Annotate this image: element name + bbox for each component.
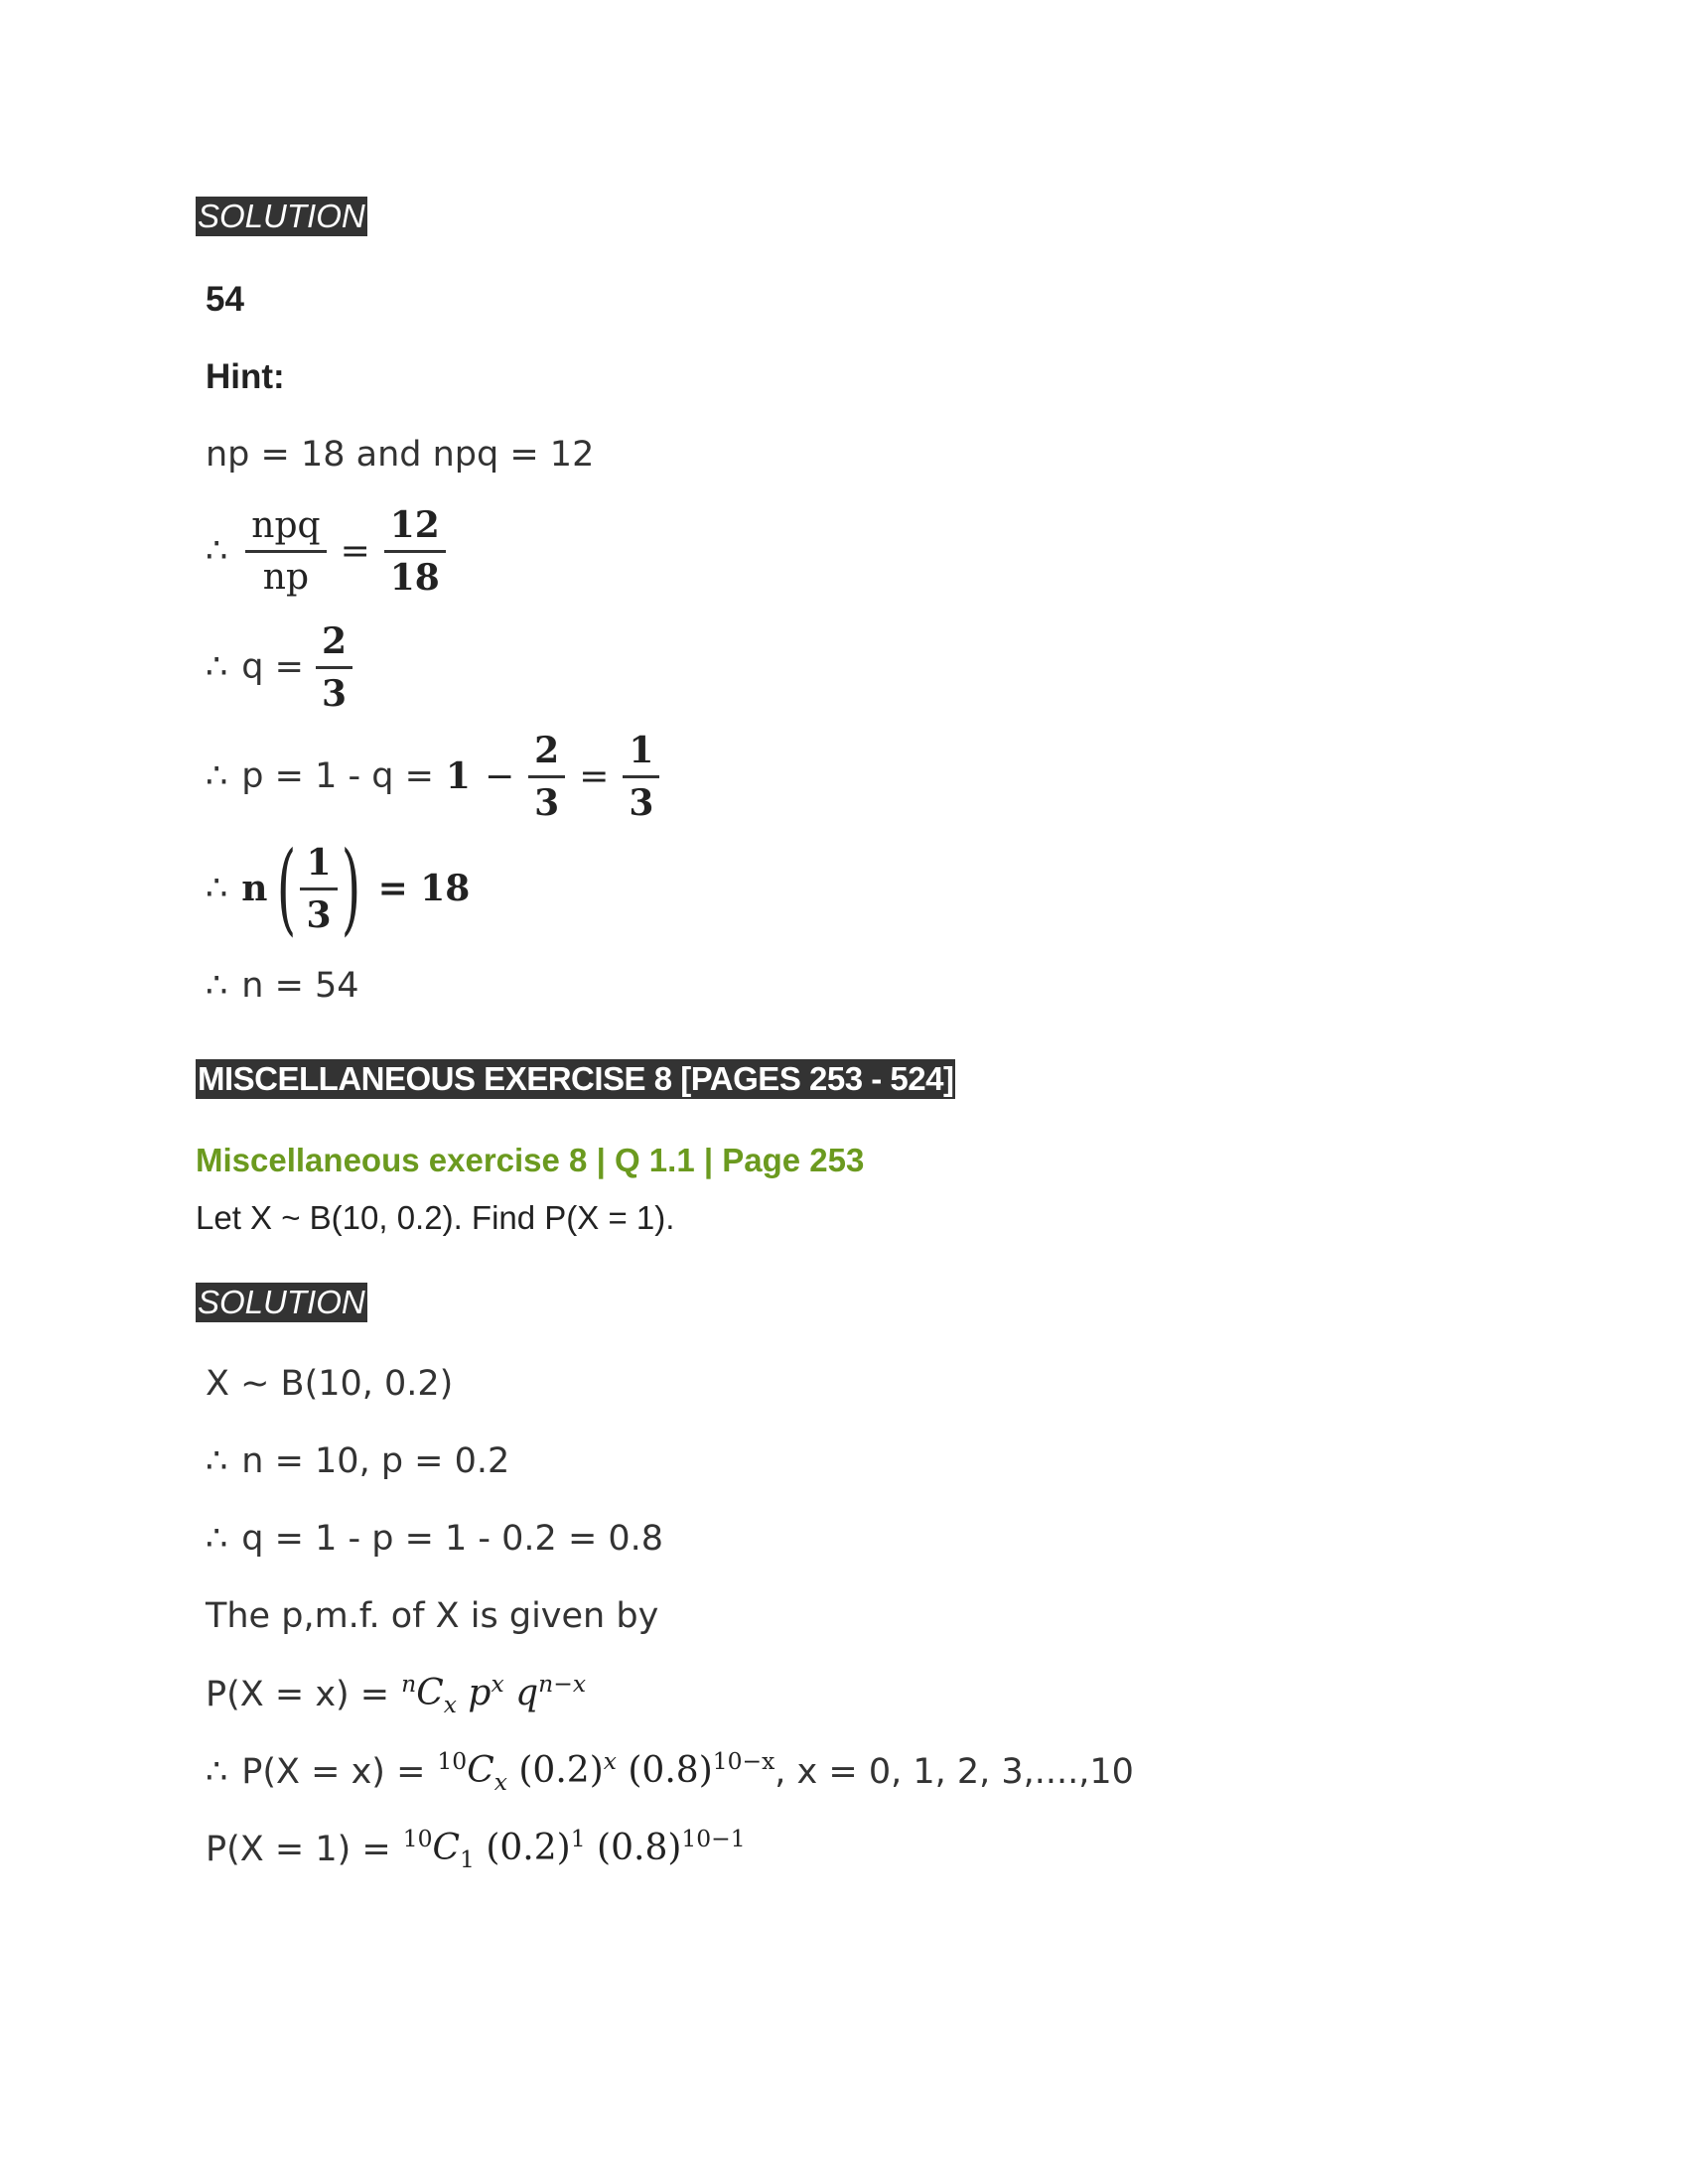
subscript: 1 [460,1845,475,1874]
subscript: x [443,1691,457,1719]
math-variable: C [432,1828,461,1868]
numerator: 1 [623,730,659,778]
binomial-formula [403,1825,746,1873]
question-text: Let X ~ B(10, 0.2). Find P(X = 1). [196,1199,675,1236]
denominator: 3 [629,781,654,824]
hint-step-5 [206,966,359,1006]
numerator: 1 [300,842,337,890]
denominator: 3 [321,672,348,715]
solution-line-5 [206,1670,586,1718]
expression-text: n = 54 [241,966,359,1006]
expression-text: q = 1 - p = 1 - 0.2 = 0.8 [241,1519,664,1559]
therefore-symbol: ∴ [206,1441,228,1481]
solution-tag[interactable]: SOLUTION [198,198,365,234]
hint-step-4 [206,830,471,946]
denominator: np [262,556,310,598]
solution-line-1: X ~ B(10, 0.2) [206,1364,454,1404]
expression-text: P(X = 1) = [206,1829,391,1869]
expression-text: p = 1 - q = [241,756,434,796]
section-heading: MISCELLANEOUS EXERCISE 8 [PAGES 253 - 524] [198,1060,954,1097]
hint-label: Hint: [206,357,285,396]
math-variable: n [241,868,268,909]
hint-step-1 [206,496,446,606]
superscript: 10 [437,1747,468,1775]
math-variable: q [515,1673,539,1713]
solution-line-6 [206,1747,1134,1796]
subscript: x [493,1768,507,1797]
expression-text: q = [241,647,304,687]
superscript: 1 [570,1825,586,1852]
therefore-symbol: ∴ [206,869,228,908]
superscript: 10−x [712,1747,775,1775]
therefore-symbol: ∴ [206,531,228,571]
superscript: n [401,1670,417,1698]
expression-text: , x = 0, 1, 2, 3,....,10 [774,1751,1134,1792]
solution-line-2 [206,1441,509,1481]
hint-step-3 [206,722,659,831]
answer: 54 [206,280,244,319]
fraction [623,730,659,824]
solution-line-3 [206,1519,663,1559]
solution-tag[interactable]: SOLUTION [198,1284,365,1320]
denominator: 3 [306,893,332,936]
fraction [316,620,352,715]
therefore-symbol: ∴ [206,1519,228,1559]
superscript: 10−1 [681,1825,746,1852]
numerator: 2 [528,730,565,778]
solution-line-4: The p,m.f. of X is given by [206,1596,659,1636]
superscript: x [491,1670,504,1698]
question-reference[interactable]: Miscellaneous exercise 8 | Q 1.1 | Page 253 [196,1142,865,1178]
fraction [300,842,337,936]
superscript: n−x [538,1670,587,1698]
math-variable: C [467,1750,494,1791]
math-number: 1 [445,755,471,797]
therefore-symbol: ∴ [206,1751,228,1792]
math-number: (0.8) [628,1750,713,1791]
math-variable: C [416,1673,444,1713]
fraction [384,504,446,599]
expression-text: P(X = x) = [241,1751,426,1792]
hint-step-2 [206,613,352,722]
numerator: 2 [316,620,352,669]
fraction [245,505,326,598]
denominator: 18 [389,556,440,599]
denominator: 3 [534,781,560,824]
minus-sign: − [484,755,515,797]
math-number: (0.8) [597,1828,682,1868]
expression-text: n = 10, p = 0.2 [241,1441,510,1481]
equals-sign: = [340,530,370,572]
equals-sign: = [579,755,610,797]
binomial-formula [437,1747,774,1796]
hint-given: np = 18 and npq = 12 [206,435,595,475]
numerator: 12 [384,504,446,553]
solution-line-7 [206,1825,746,1873]
math-variable: p [468,1673,492,1713]
therefore-symbol: ∴ [206,756,228,796]
superscript: x [603,1747,617,1775]
therefore-symbol: ∴ [206,966,228,1006]
numerator: npq [245,505,326,553]
expression-text: = 18 [377,868,471,909]
fraction [528,730,565,824]
binomial-formula [401,1670,586,1718]
math-number: (0.2) [518,1750,604,1791]
math-number: (0.2) [486,1828,571,1868]
superscript: 10 [402,1825,433,1852]
right-paren-icon: ) [341,830,360,946]
expression-text: P(X = x) = [206,1674,390,1714]
left-paren-icon: ( [277,830,297,946]
therefore-symbol: ∴ [206,647,228,687]
